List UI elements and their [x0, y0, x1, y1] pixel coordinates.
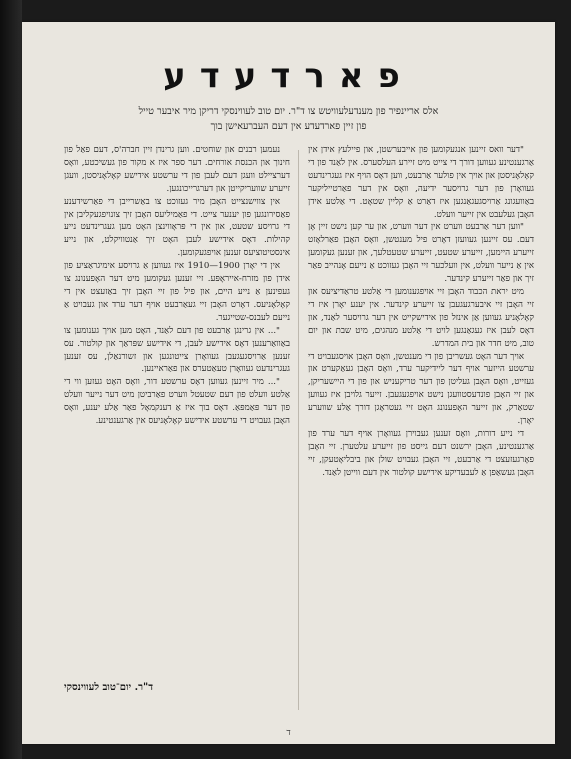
paragraph: "ווען דער אַרבעט ווערט אין דער ווערט, און ער קען נישט זיין אָן דעם. עס זיינען געוועזן דאָרט פיל מענטשן, וואָס האָבן פאַרלאָזט זייערע היימען, זייערע שטעט, זייערע שטעטלעך, און זענען געקומען אין אַ נייער וועלט, אין וועלכער זיי האָבן געזוכט אַ נייעם אָנהייב פאַר זיך און פאַר זייערע קינדער. — [308, 222, 534, 285]
paragraph: די נייע דורות, וואָס זענען געבוירן געוואָרן אויף דער ערד פון אַרגענטינע, האָבן ירשנט דעם גייסט פון זייערע עלטערן. זיי האָבן פאָרגעזעצט די אַרבעט, זיי האָבן געבויט שולן און ביבליאָטעקן, זיי האָבן געשאַפן אַ לעבעדיקע אידישע קולטור אין דעם ווייטן לאַנד. — [308, 428, 534, 478]
paragraph: "... אין גרינגן אַרבעט פון דעם לאַנד, האָט מען אויך גענומען צו באַוואַרענען דאָס אידישע לעבן, די אידישע שפּראַך און קולטור. עס זענען אַרויסגעגעבן געוואָרן צייטונגען און זשורנאַלן, עס זענען געגרינדעט געוואָרן טעאַטערס און פאַראיינען. — [64, 325, 290, 375]
paragraph: נעמען רבנים און שוחטים. ווען גרינדן זיין חברה'ס, דעם פאַל פון חינוך און הכנסת אורחים. דער ספר איז א מקור פון געשיכטע, וואָס דערציילט וועגן דעם לעבן פון די ערשטע אידישע קאָלאָניסטן, וועגן זייערע שוועריקייטן און דערגרייכונגען. — [64, 145, 290, 194]
byline-line-2: פון זיין פארדעדע אין דעם העברעאישן בוך — [210, 121, 367, 132]
paragraph: אין די יאָרן 1900—1910 איז געווען אַ גרויסע אימיגראַציע פון אידן פון מזרח-אייראָפּע. זיי זענען געקומען מיט דער האָפענונג צו געפינען אַ נייע היים, און פיל פון זיי האָבן זיך באַזעצט אין די קאָלאָניעס. דאָרט האָבן זיי געאַרבעט אויף דער ערד און געבויט אַ נייעם לעבנס-שטייגער. — [64, 261, 290, 323]
right-text-column — [308, 144, 534, 716]
byline-line-1: אלס אריינפיר פון מענדעלעוויטש צו ד"ר. יום טוב לעווינסקי דריקן מיר איבער טייל — [138, 106, 439, 117]
page-title: פארדעדע — [163, 56, 414, 96]
paragraph: אין צווישנצייט האָבן מיר געזוכט צו באַשרייבן די פאַרשידענע פאַסירונגען פון יענער צייט. די פאַמיליעס האָבן זיך צונויפגעקליבן אין די גרויסע שטעט, און אין די פּראָווינצן האָט מען געגרינדעט נייע קהילות. דאָס אידישע לעבן האָט זיך אַנטוויקלט, און נייע אינסטיטוציעס זענען אויפגעקומען. — [64, 196, 290, 259]
paragraph: מיט יראת הכבוד האָבן זיי אויפגענומען די אַלטע טראַדיציעס און זיי האָבן זיי איבערגעגעבן צו זייערע קינדער. אין יענע יאָרן איז די קאָלאָניע געווען אַן אינזל פון אידישקייט אין דער גרויסער לאַנד, און דאָס לעבן איז געגאַנגען לויט די אַלטע מנהגים, מיט שבת און יום טוב, מיט חדר און בית המדרש. — [308, 286, 534, 349]
paragraph: "... מיר זיינען געווען דאָס ערשטע דור, וואָס האָט געזען ווי די אַלטע וועלט פון דעם שטעטל ווערט פאַרביטן מיט דער נייער וועלט פון דער פּאַמפּאַ. דאָס בוך איז אַ דענקמאָל פאַר אַלע יענע, וואָס האָבן געבויט די ערשטע אידישע קאָלאָניעס אין אַרגענטינע. — [64, 377, 290, 427]
left-text-column — [64, 144, 290, 716]
column-divider — [298, 150, 299, 710]
document-page — [22, 22, 555, 744]
paragraph: "דער וואס זיינען אנגעקומען פון אייבערשטן, און פיילעץ אידן אין אַרגענטינע געווען דורך די צייט מיט זיירע העלסערס. אין לאַנד פון די קאָלאָניסטן און אויך אין פולער אַרבעט, ווען דאָס הויף איז געגרינדעט געוואָרן פון דער גרויסער ידיעה, וואָס אין דער פאַרטייליקער באַוועגונג אַרויסגעגאַנגען איז דאַרט אַ קליין שטאָט. די אַלטע אידן האָבן געלעבט אין זייער וועלט. — [308, 145, 534, 220]
author-signature: ד"ר. יום־טוב לעווינסקי — [64, 682, 154, 693]
paragraph: אויך דער האָט געשריבן פון די מענטשן, וואָס האָבן אויסגעבויט די ערשטע הייזער אויף דער ליידיקער ערד, וואָס האָבן געאַקערט און געזייט, וואָס האָבן געליטן פון דער טריקעניש און פון די היישעריקן, און זיי האָבן פונדעסטוועגן נישט אויפגעגעבן. זייער גלויבן איז געווען שטאַרק, און זייער האָפענונג האָט זיי געטראָגן דורך אַלע שווערע יאָרן. — [308, 351, 534, 427]
book-spine — [0, 0, 22, 759]
page-number: ד — [286, 728, 291, 738]
